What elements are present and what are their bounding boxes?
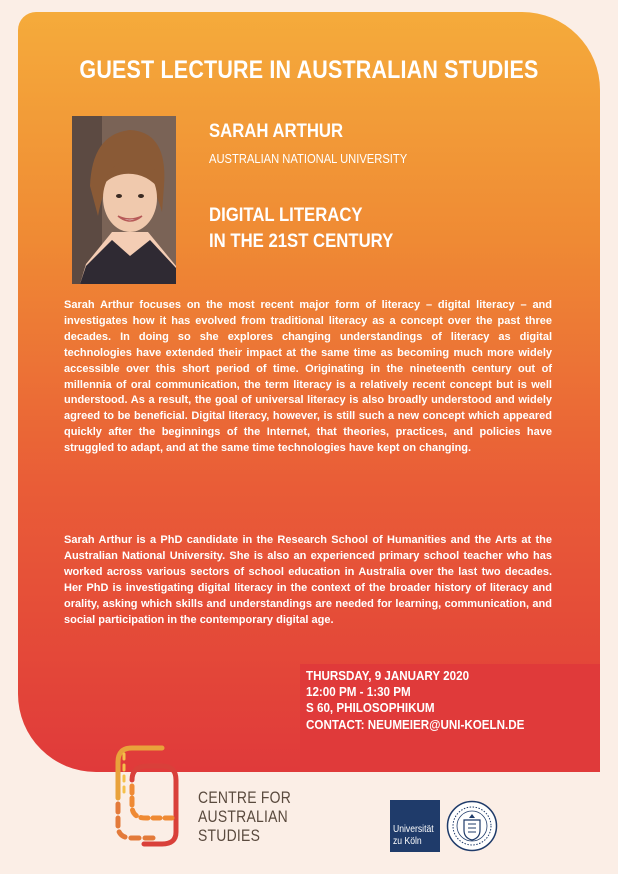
abstract-paragraph: Sarah Arthur focuses on the most recent major form of literacy – digital literacy – and investigates how it has evolved from traditional literacy as a concept over the past three decades. In doing so she explores changing understandings of literacy as digital technologies have extended their impact at the same time as becoming much more widely accessible over this short period of time. Originating in the nineteenth century out of millennia of oral communication, the term literacy is a relatively recent concept but is well understood. As a result, the goal of universal literacy is also broadly understood and widely agreed to be beneficial. Digital literacy, however, is still such a new concept which appeared quickly after the beginnings of the Internet, that theories, practices, and policies have struggled to adapt, and at the same time technologies have kept on changing. — [64, 299, 552, 455]
speaker-photo — [72, 116, 176, 284]
bio-paragraph: Sarah Arthur is a PhD candidate in the Research School of Humanities and the Arts at the Australian National University. She is also an experienced primary school teacher who has worked across various sectors of school education in Australia over the last two decades. Her PhD is investigating digital literacy in the context of the broader history of literacy and orality, asking which skills and understandings are needed for learning, communication, and social participation in the contemporary digital age. — [64, 534, 552, 626]
lecture-title — [209, 203, 393, 255]
centre-logo-line3: STUDIES — [198, 826, 261, 845]
lecture-title-line2: IN THE 21ST CENTURY — [209, 231, 394, 252]
centre-logo-icon — [110, 740, 190, 852]
event-contact[interactable]: CONTACT: NEUMEIER@UNI-KOELN.DE — [306, 717, 525, 732]
university-logo-line1: Universität — [393, 823, 434, 835]
centre-logo-line2: AUSTRALIAN — [198, 807, 288, 826]
lecture-title-line1: DIGITAL LITERACY — [209, 205, 363, 226]
event-time: 12:00 PM - 1:30 PM — [306, 685, 411, 700]
centre-logo-line1: CENTRE FOR — [198, 788, 292, 807]
event-date: THURSDAY, 9 JANUARY 2020 — [306, 669, 470, 683]
event-details — [306, 668, 541, 733]
event-room: S 60, PHILOSOPHIKUM — [306, 701, 435, 716]
university-seal-icon — [446, 800, 498, 852]
speaker-affiliation: AUSTRALIAN NATIONAL UNIVERSITY — [209, 151, 408, 166]
university-logo-line2: zu Köln — [393, 835, 422, 847]
page-title: GUEST LECTURE IN AUSTRALIAN STUDIES — [79, 56, 539, 84]
centre-logo-text — [198, 788, 291, 845]
speaker-name: SARAH ARTHUR — [209, 121, 344, 142]
university-logo — [390, 800, 440, 852]
portrait-photo-icon — [72, 116, 176, 284]
